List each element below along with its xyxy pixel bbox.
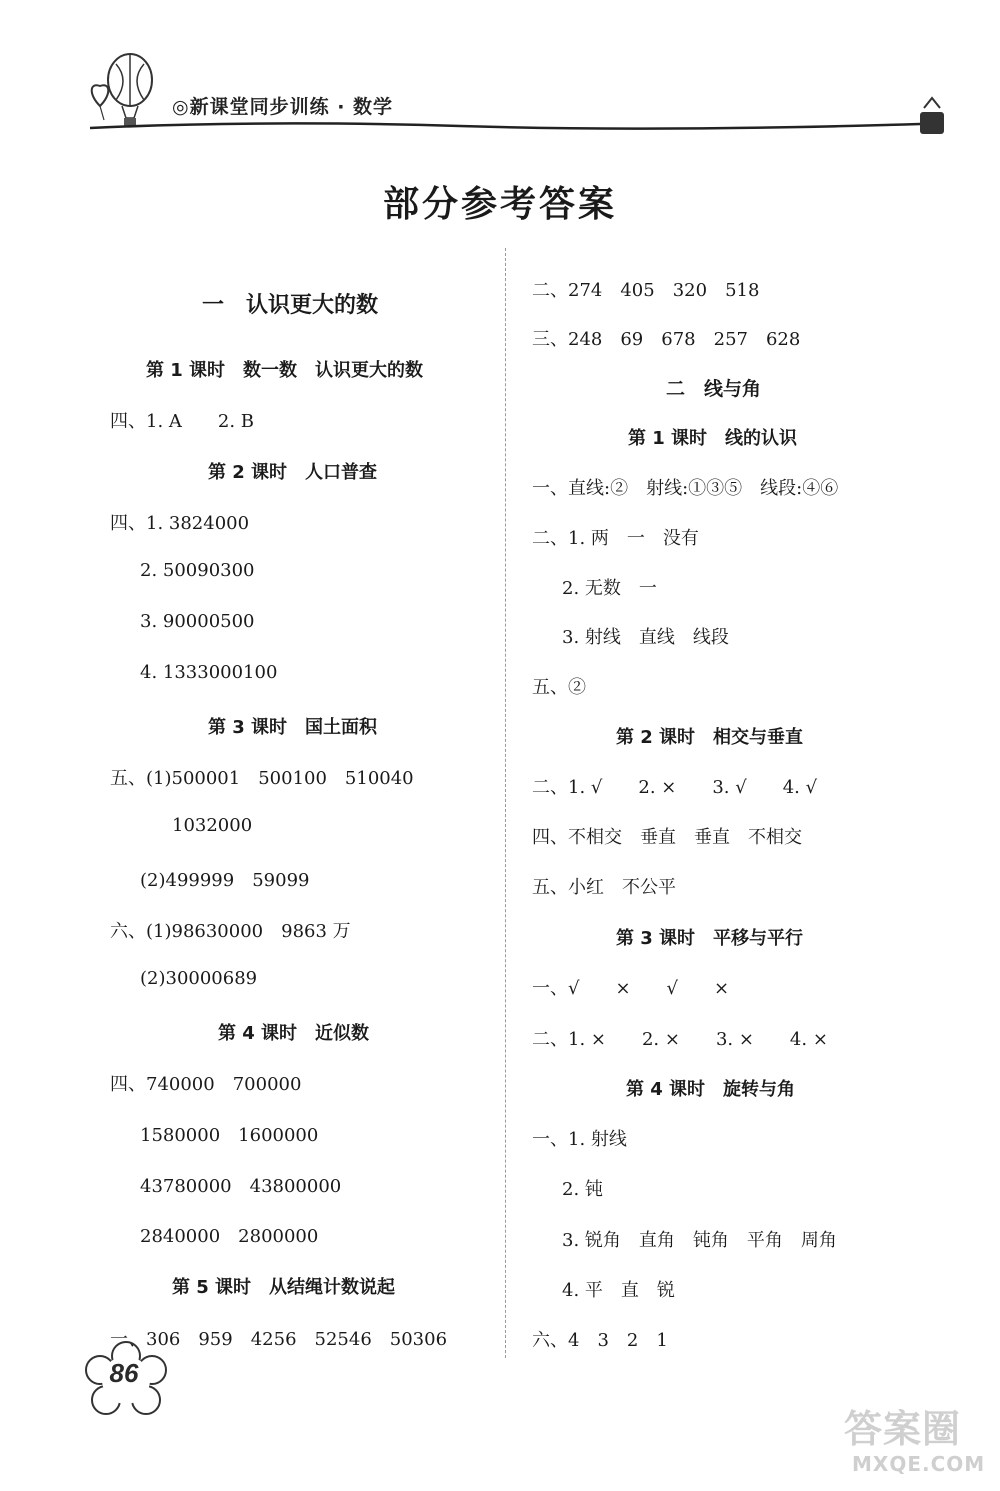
unit-title: 一 认识更大的数 — [202, 293, 379, 318]
lesson-title: 第 5 课时 从结绳计数说起 — [172, 1277, 396, 1298]
answer-line: 2. 钝 — [562, 1179, 603, 1200]
answer-line: (2)499999 59099 — [140, 870, 310, 891]
unit-title: 二 线与角 — [666, 378, 762, 400]
watermark-logo: 答案圈 — [844, 1407, 962, 1451]
header-rule — [90, 123, 920, 128]
answer-line: 四、1. A 2. B — [110, 411, 255, 432]
lesson-title: 第 2 课时 相交与垂直 — [616, 727, 804, 748]
answer-line: 三、248 69 678 257 628 — [532, 329, 801, 350]
answer-line: 3. 锐角 直角 钝角 平角 周角 — [562, 1230, 837, 1251]
corner-ornament-icon — [920, 98, 944, 134]
answer-line: 43780000 43800000 — [140, 1176, 342, 1197]
answer-line: 二、274 405 320 518 — [532, 280, 760, 301]
answer-line: 四、740000 700000 — [110, 1074, 302, 1095]
lesson-title: 第 3 课时 国土面积 — [208, 717, 378, 738]
page-number: 86 — [109, 1358, 139, 1388]
answer-line: 2. 无数 一 — [562, 578, 657, 599]
answer-line: 二、1. 两 一 没有 — [532, 528, 699, 549]
answer-line: 二、1. × 2. × 3. × 4. × — [532, 1029, 828, 1050]
page-title: 部分参考答案 — [382, 184, 617, 225]
answer-line: 五、小红 不公平 — [532, 877, 676, 898]
answer-line: 四、1. 3824000 — [110, 513, 250, 534]
answer-line: 4. 1333000100 — [140, 662, 278, 683]
column-divider — [505, 248, 506, 1358]
lesson-title: 第 4 课时 旋转与角 — [626, 1079, 796, 1100]
answer-line: 2840000 2800000 — [140, 1226, 319, 1247]
lesson-title: 第 4 课时 近似数 — [218, 1023, 370, 1044]
answer-line: 一、1. 射线 — [532, 1129, 627, 1150]
lesson-title: 第 3 课时 平移与平行 — [616, 928, 804, 949]
answer-line: 一、直线:② 射线:①③⑤ 线段:④⑥ — [532, 478, 839, 499]
header-title: ◎新课堂同步训练 · 数学 — [172, 96, 394, 118]
lesson-title: 第 2 课时 人口普查 — [208, 462, 378, 483]
answer-line: 四、不相交 垂直 垂直 不相交 — [532, 827, 802, 848]
answer-line: 二、1. √ 2. × 3. √ 4. √ — [532, 777, 818, 798]
answer-line: 一、√ × √ × — [532, 978, 730, 999]
answer-line: 4. 平 直 锐 — [562, 1280, 675, 1301]
answer-line: 五、② — [532, 677, 586, 698]
heart-balloon-icon — [92, 85, 109, 120]
balloon-icon — [108, 54, 152, 126]
lesson-title: 第 1 课时 线的认识 — [628, 428, 798, 449]
answer-line: 五、(1)500001 500100 510040 — [110, 768, 414, 789]
answer-line: 3. 90000500 — [140, 611, 255, 632]
answer-line: 六、(1)98630000 9863 万 — [110, 921, 351, 942]
lesson-title: 第 1 课时 数一数 认识更大的数 — [146, 360, 424, 381]
answer-line: 一、306 959 4256 52546 50306 — [110, 1329, 448, 1350]
watermark-url: MXQE.COM — [852, 1452, 986, 1476]
answer-line: 1032000 — [172, 815, 253, 836]
answer-line: 六、4 3 2 1 — [532, 1330, 668, 1351]
answer-line: (2)30000689 — [140, 968, 258, 989]
answer-line: 3. 射线 直线 线段 — [562, 627, 729, 648]
answer-line: 2. 50090300 — [140, 560, 255, 581]
answer-line: 1580000 1600000 — [140, 1125, 319, 1146]
